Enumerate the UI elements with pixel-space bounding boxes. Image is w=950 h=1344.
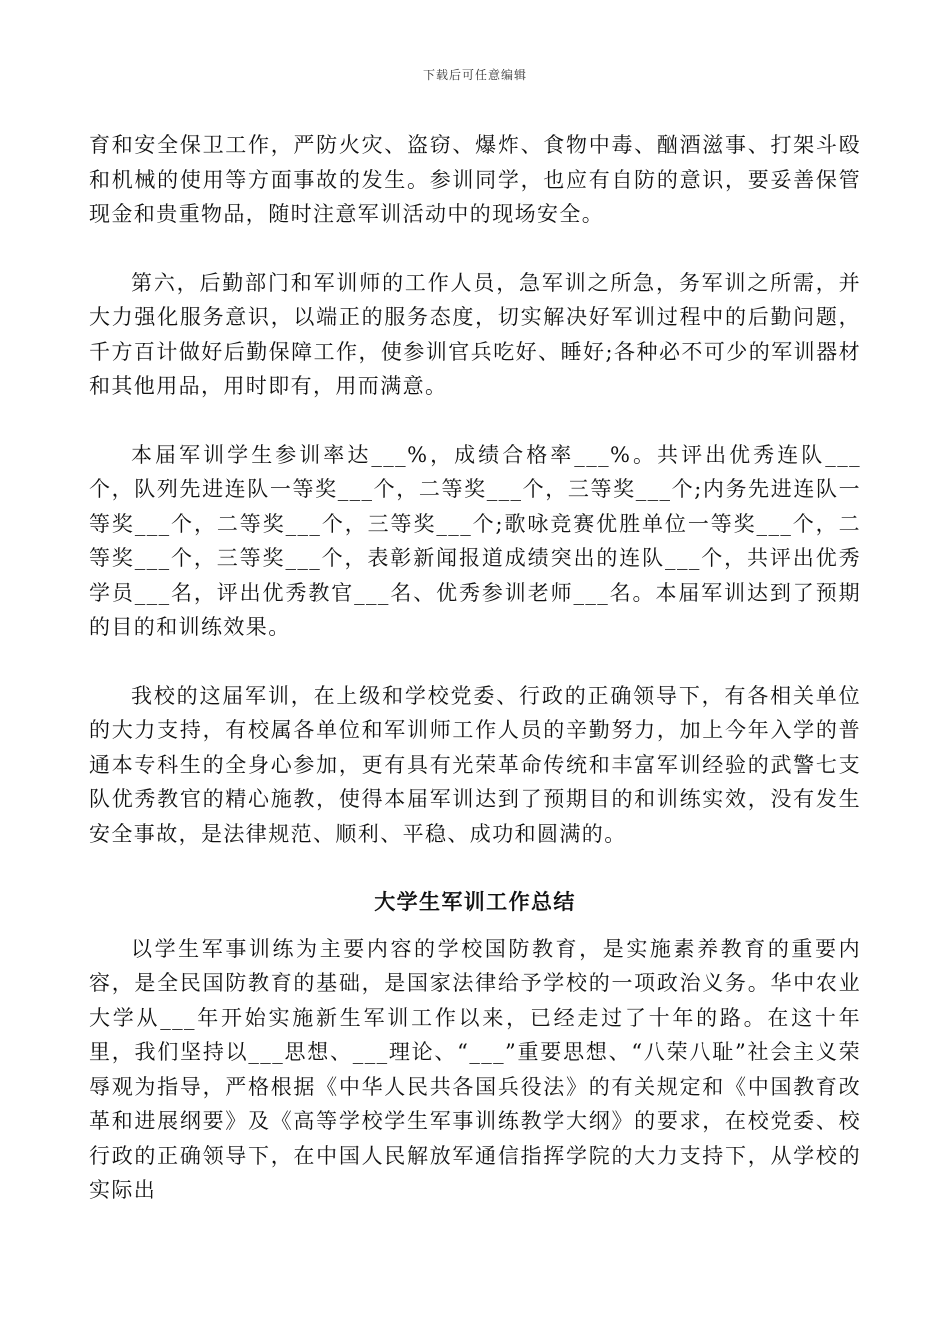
paragraph-gap bbox=[89, 232, 861, 266]
paragraph-gap bbox=[89, 404, 861, 438]
paragraph-gap bbox=[89, 645, 861, 679]
paragraph-conclusion: 我校的这届军训，在上级和学校党委、行政的正确领导下，有各相关单位的大力支持，有校属各单位和军训师工作人员的辛勤努力，加上今年入学的普通本专科生的全身心参加，更有具有光荣革命传统和丰富军训经验的武警七支队优秀教官的精心施教，使得本届军训达到了预期目的和训练实效，没有发生安全事故，是法律规范、顺利、平稳、成功和圆满的。 bbox=[89, 683, 861, 846]
paragraph-statistics: 本届军训学生参训率达___%，成绩合格率___%。共评出优秀连队___个，队列先进连队一等奖___个，二等奖___个，三等奖___个;内务先进连队一等奖___个，二等奖___个，三等奖___个;歌咏竞赛优胜单位一等奖___个，二等奖___个，三等奖___个，表彰新闻报道成绩突出的连队___个，共评出优秀学员___名，评出优秀教官___名、优秀参训老师___名。本届军训达到了预期的目的和训练效果。 bbox=[89, 442, 861, 639]
paragraph-logistics: 第六，后勤部门和军训师的工作人员，急军训之所急，务军训之所需，并大力强化服务意识，以端正的服务态度，切实解决好军训过程中的后勤问题，千方百计做好后勤保障工作，使参训官兵吃好、睡好;各种必不可少的军训器材和其他用品，用时即有，用而满意。 bbox=[89, 270, 861, 398]
document-body bbox=[89, 128, 861, 1208]
section-title: 大学生军训工作总结 bbox=[374, 889, 576, 914]
heading-gap bbox=[89, 920, 861, 932]
page-header: 下载后可任意编辑 bbox=[422, 68, 527, 82]
paragraph-section-intro: 以学生军事训练为主要内容的学校国防教育，是实施素养教育的重要内容，是全民国防教育的基础，是国家法律给予学校的一项政治义务。华中农业大学从___年开始实施新生军训工作以来，已经走过了十年的路。在这十年里，我们坚持以___思想、___理论、“___”重要思想、“八荣八耻”社会主义荣辱观为指导，严格根据《中华人民共各国兵役法》的有关规定和《中国教育改革和进展纲要》及《高等学校学生军事训练教学大纲》的要求，在校党委、校行政的正确领导下，在中国人民解放军通信指挥学院的大力支持下，从学校的实际出 bbox=[89, 936, 861, 1202]
paragraph-gap bbox=[89, 851, 861, 885]
paragraph-continued: 育和安全保卫工作，严防火灾、盗窃、爆炸、食物中毒、酗酒滋事、打架斗殴和机械的使用等方面事故的发生。参训同学，也应有自防的意识，要妥善保管现金和贵重物品，随时注意军训活动中的现场安全。 bbox=[89, 133, 861, 226]
